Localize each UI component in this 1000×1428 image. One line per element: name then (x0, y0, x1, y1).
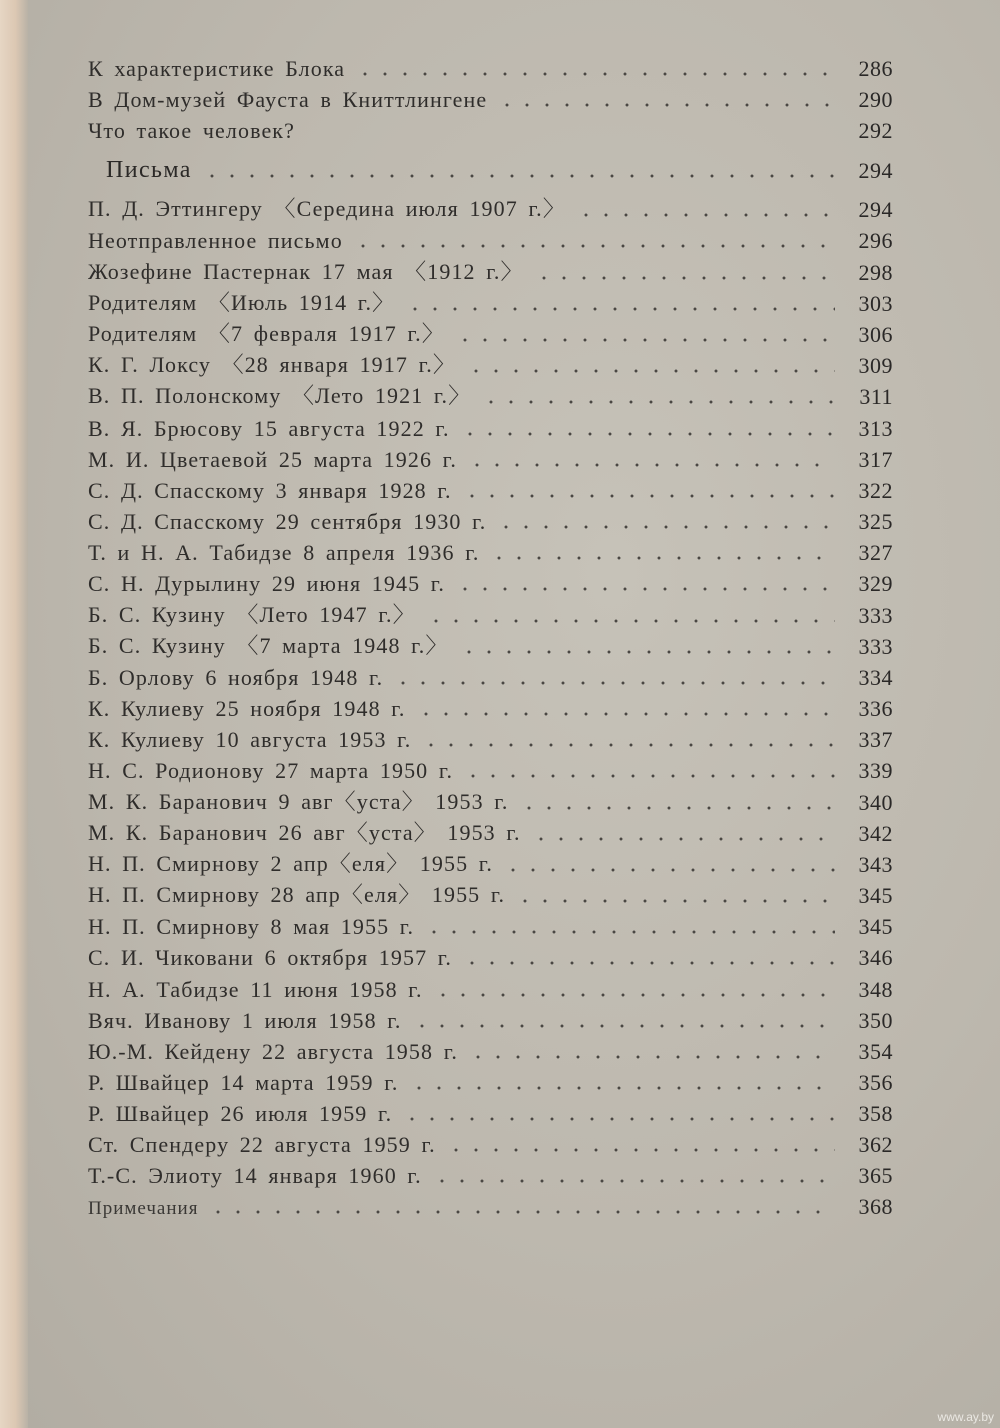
toc-entry (88, 472, 893, 504)
dot-leader (576, 213, 835, 217)
toc-entry-title: Н. П. Смирнову 2 апр〈еля〉 1955 г. (88, 851, 494, 876)
toc-entry (88, 690, 893, 722)
dot-leader (481, 400, 835, 404)
toc-entry-page: 348 (858, 977, 893, 1002)
toc-entry (88, 939, 893, 971)
dot-leader (515, 899, 835, 903)
toc-entry-page: 368 (858, 1194, 893, 1219)
toc-entry-page: 350 (858, 1008, 893, 1033)
toc-entry (88, 1033, 893, 1065)
dot-leader (208, 1210, 835, 1214)
toc-entry-page: 325 (858, 509, 893, 534)
toc-entry-page: 327 (858, 540, 893, 565)
toc-entry-page: 329 (858, 571, 893, 596)
toc-entry (88, 112, 893, 144)
toc-entry (88, 597, 893, 629)
dot-leader (534, 276, 835, 280)
toc-entry (88, 347, 893, 379)
toc-entry-title: П. Д. Эттингеру 〈Середина июля 1907 г.〉 (88, 196, 566, 221)
toc-entry (88, 659, 893, 691)
toc-entry-page: 336 (858, 696, 893, 721)
toc-entry-title: К. Г. Локсу 〈28 января 1917 г.〉 (88, 352, 456, 377)
dot-leader (421, 743, 835, 747)
toc-entry (88, 1002, 893, 1034)
toc-entry (88, 815, 893, 847)
toc-entry (88, 784, 893, 816)
toc-entry-title: К характеристике Блока (88, 56, 346, 81)
toc-entry-title: Неотправленное письмо (88, 228, 343, 253)
toc-entry-page: 306 (858, 322, 893, 347)
toc-entry (88, 534, 893, 566)
toc-entry-title: М. К. Баранович 26 авг〈уста〉 1953 г. (88, 820, 521, 845)
toc-entry (88, 503, 893, 535)
dot-leader (496, 525, 835, 529)
toc-entry-page: 345 (858, 883, 893, 908)
dot-leader (463, 774, 835, 778)
toc-entry-page: 340 (858, 790, 893, 815)
dot-leader (531, 837, 835, 841)
toc-entry (88, 971, 893, 1003)
dot-leader (489, 556, 835, 560)
toc-entry-title: К. Кулиеву 25 ноября 1948 г. (88, 696, 406, 721)
dot-leader (409, 1086, 836, 1090)
toc-entry-page: 333 (858, 603, 893, 628)
toc-entry-page: 343 (858, 852, 893, 877)
toc-entry-title: Ст. Спендеру 22 августа 1959 г. (88, 1132, 436, 1157)
dot-leader (455, 587, 835, 591)
toc-entry (88, 285, 893, 317)
toc-entry-page: 339 (858, 758, 893, 783)
toc-entry (88, 81, 893, 113)
toc-entry (88, 191, 893, 223)
toc-entry (88, 628, 893, 660)
toc-entry-page: 365 (858, 1163, 893, 1188)
toc-entry-title: Родителям 〈7 февраля 1917 г.〉 (88, 321, 445, 346)
toc-entry-title: С. Д. Спасскому 29 сентября 1930 г. (88, 509, 487, 534)
toc-entry-title: Р. Швайцер 14 марта 1959 г. (88, 1070, 399, 1095)
toc-entry-page: 358 (858, 1101, 893, 1126)
toc-entry (88, 846, 893, 878)
dot-leader (459, 650, 836, 654)
toc-entry-page: 296 (858, 228, 893, 253)
toc-entry (88, 752, 893, 784)
toc-entry (88, 565, 893, 597)
toc-entry-title: Жозефине Пастернак 17 мая 〈1912 г.〉 (88, 259, 524, 284)
toc-entry-title: В. Я. Брюсову 15 августа 1922 г. (88, 416, 450, 441)
toc-entry-page: 346 (858, 945, 893, 970)
toc-entry-page: 354 (858, 1039, 893, 1064)
dot-leader (455, 338, 835, 342)
dot-leader (462, 494, 835, 498)
toc-entry-title: С. Н. Дурылину 29 июня 1945 г. (88, 571, 446, 596)
toc-entry-page: 345 (858, 914, 893, 939)
dot-leader (402, 1117, 835, 1121)
dot-leader (355, 72, 835, 76)
toc-entry-page: 342 (858, 821, 893, 846)
toc-section-heading (88, 152, 893, 184)
toc-entry-page: 311 (859, 384, 893, 409)
dot-leader (416, 712, 835, 716)
dot-leader (412, 1024, 835, 1028)
toc-entry (88, 908, 893, 940)
dot-leader (467, 463, 835, 467)
toc-entry-page: 313 (858, 416, 893, 441)
toc-entry (88, 222, 893, 254)
toc-entry-title: Вяч. Иванову 1 июля 1958 г. (88, 1008, 402, 1033)
toc-entry (88, 254, 893, 286)
toc-section-title: Письма (106, 157, 192, 183)
toc-entry (88, 1157, 893, 1189)
dot-leader (393, 681, 835, 685)
toc-entry (88, 1188, 893, 1220)
toc-entry-title: Н. П. Смирнову 8 мая 1955 г. (88, 914, 415, 939)
toc-entry-title: М. К. Баранович 9 авг〈уста〉 1953 г. (88, 789, 509, 814)
dot-leader (466, 369, 835, 373)
toc-entry-title: Н. П. Смирнову 28 апр〈еля〉 1955 г. (88, 882, 506, 907)
toc-entry-title: Н. С. Родионову 27 марта 1950 г. (88, 758, 454, 783)
dot-leader (503, 868, 835, 872)
toc-entry-title: В Дом-музей Фауста в Книттлингене (88, 87, 488, 112)
toc-entry-page: 337 (858, 727, 893, 752)
toc-entry (88, 1095, 893, 1127)
toc-entry-page: 362 (858, 1132, 893, 1157)
dot-leader (426, 619, 835, 623)
toc-entry-title: Т.-С. Элиоту 14 января 1960 г. (88, 1163, 422, 1188)
dot-leader (462, 961, 835, 965)
toc-entry-page: 294 (858, 158, 893, 183)
toc-entry-page: 356 (858, 1070, 893, 1095)
toc-entry-title: Родителям 〈Июль 1914 г.〉 (88, 290, 396, 315)
toc-entry (88, 50, 893, 82)
toc-entry-title: Т. и Н. А. Табидзе 8 апреля 1936 г. (88, 540, 480, 565)
toc-entry (88, 410, 893, 442)
dot-leader (202, 174, 835, 178)
toc-entry (88, 1064, 893, 1096)
toc-entry-title: М. И. Цветаевой 25 марта 1926 г. (88, 447, 457, 472)
toc-entry-page: 333 (858, 634, 893, 659)
toc-entry-page: 317 (858, 447, 893, 472)
dot-leader (432, 1179, 835, 1183)
toc-entry-title: К. Кулиеву 10 августа 1953 г. (88, 727, 412, 752)
dot-leader (353, 244, 835, 248)
toc-entry-page: 292 (858, 118, 893, 143)
dot-leader (433, 993, 835, 997)
toc-entry-page: 298 (858, 260, 893, 285)
toc-entry-title: Б. Орлову 6 ноября 1948 г. (88, 665, 384, 690)
toc-entry-title: Примечания (88, 1198, 199, 1219)
toc-entry-title: Ю.-М. Кейдену 22 августа 1958 г. (88, 1039, 458, 1064)
toc-entry (88, 441, 893, 473)
toc-entry-title: В. П. Полонскому 〈Лето 1921 г.〉 (88, 383, 472, 408)
watermark: www.ay.by (937, 1410, 994, 1424)
dot-leader (424, 930, 835, 934)
toc-entry-title: Б. С. Кузину 〈7 марта 1948 г.〉 (88, 633, 449, 658)
toc-entry-title: Н. А. Табидзе 11 июня 1958 г. (88, 977, 423, 1002)
dot-leader (405, 307, 835, 311)
dot-leader (446, 1148, 835, 1152)
toc-entry-page: 290 (858, 87, 893, 112)
toc-entry-page: 294 (858, 197, 893, 222)
toc-entry-page: 309 (858, 353, 893, 378)
toc-entry-page: 334 (858, 665, 893, 690)
toc-entry (88, 378, 893, 410)
toc-entry (88, 721, 893, 753)
toc-entry (88, 316, 893, 348)
dot-leader (519, 806, 835, 810)
toc-entry (88, 1126, 893, 1158)
toc-entry-title: Что такое человек? (88, 118, 295, 143)
dot-leader (468, 1055, 835, 1059)
dot-leader (460, 432, 835, 436)
toc-entry (88, 877, 893, 909)
toc-entry-title: С. Д. Спасскому 3 января 1928 г. (88, 478, 452, 503)
toc-entry-title: Б. С. Кузину 〈Лето 1947 г.〉 (88, 602, 416, 627)
toc-entry-title: Р. Швайцер 26 июля 1959 г. (88, 1101, 393, 1126)
toc-entry-page: 322 (858, 478, 893, 503)
toc-entry-page: 286 (858, 56, 893, 81)
toc-entry-page: 303 (858, 291, 893, 316)
toc-entry-title: С. И. Чиковани 6 октября 1957 г. (88, 945, 453, 970)
dot-leader (497, 103, 835, 107)
